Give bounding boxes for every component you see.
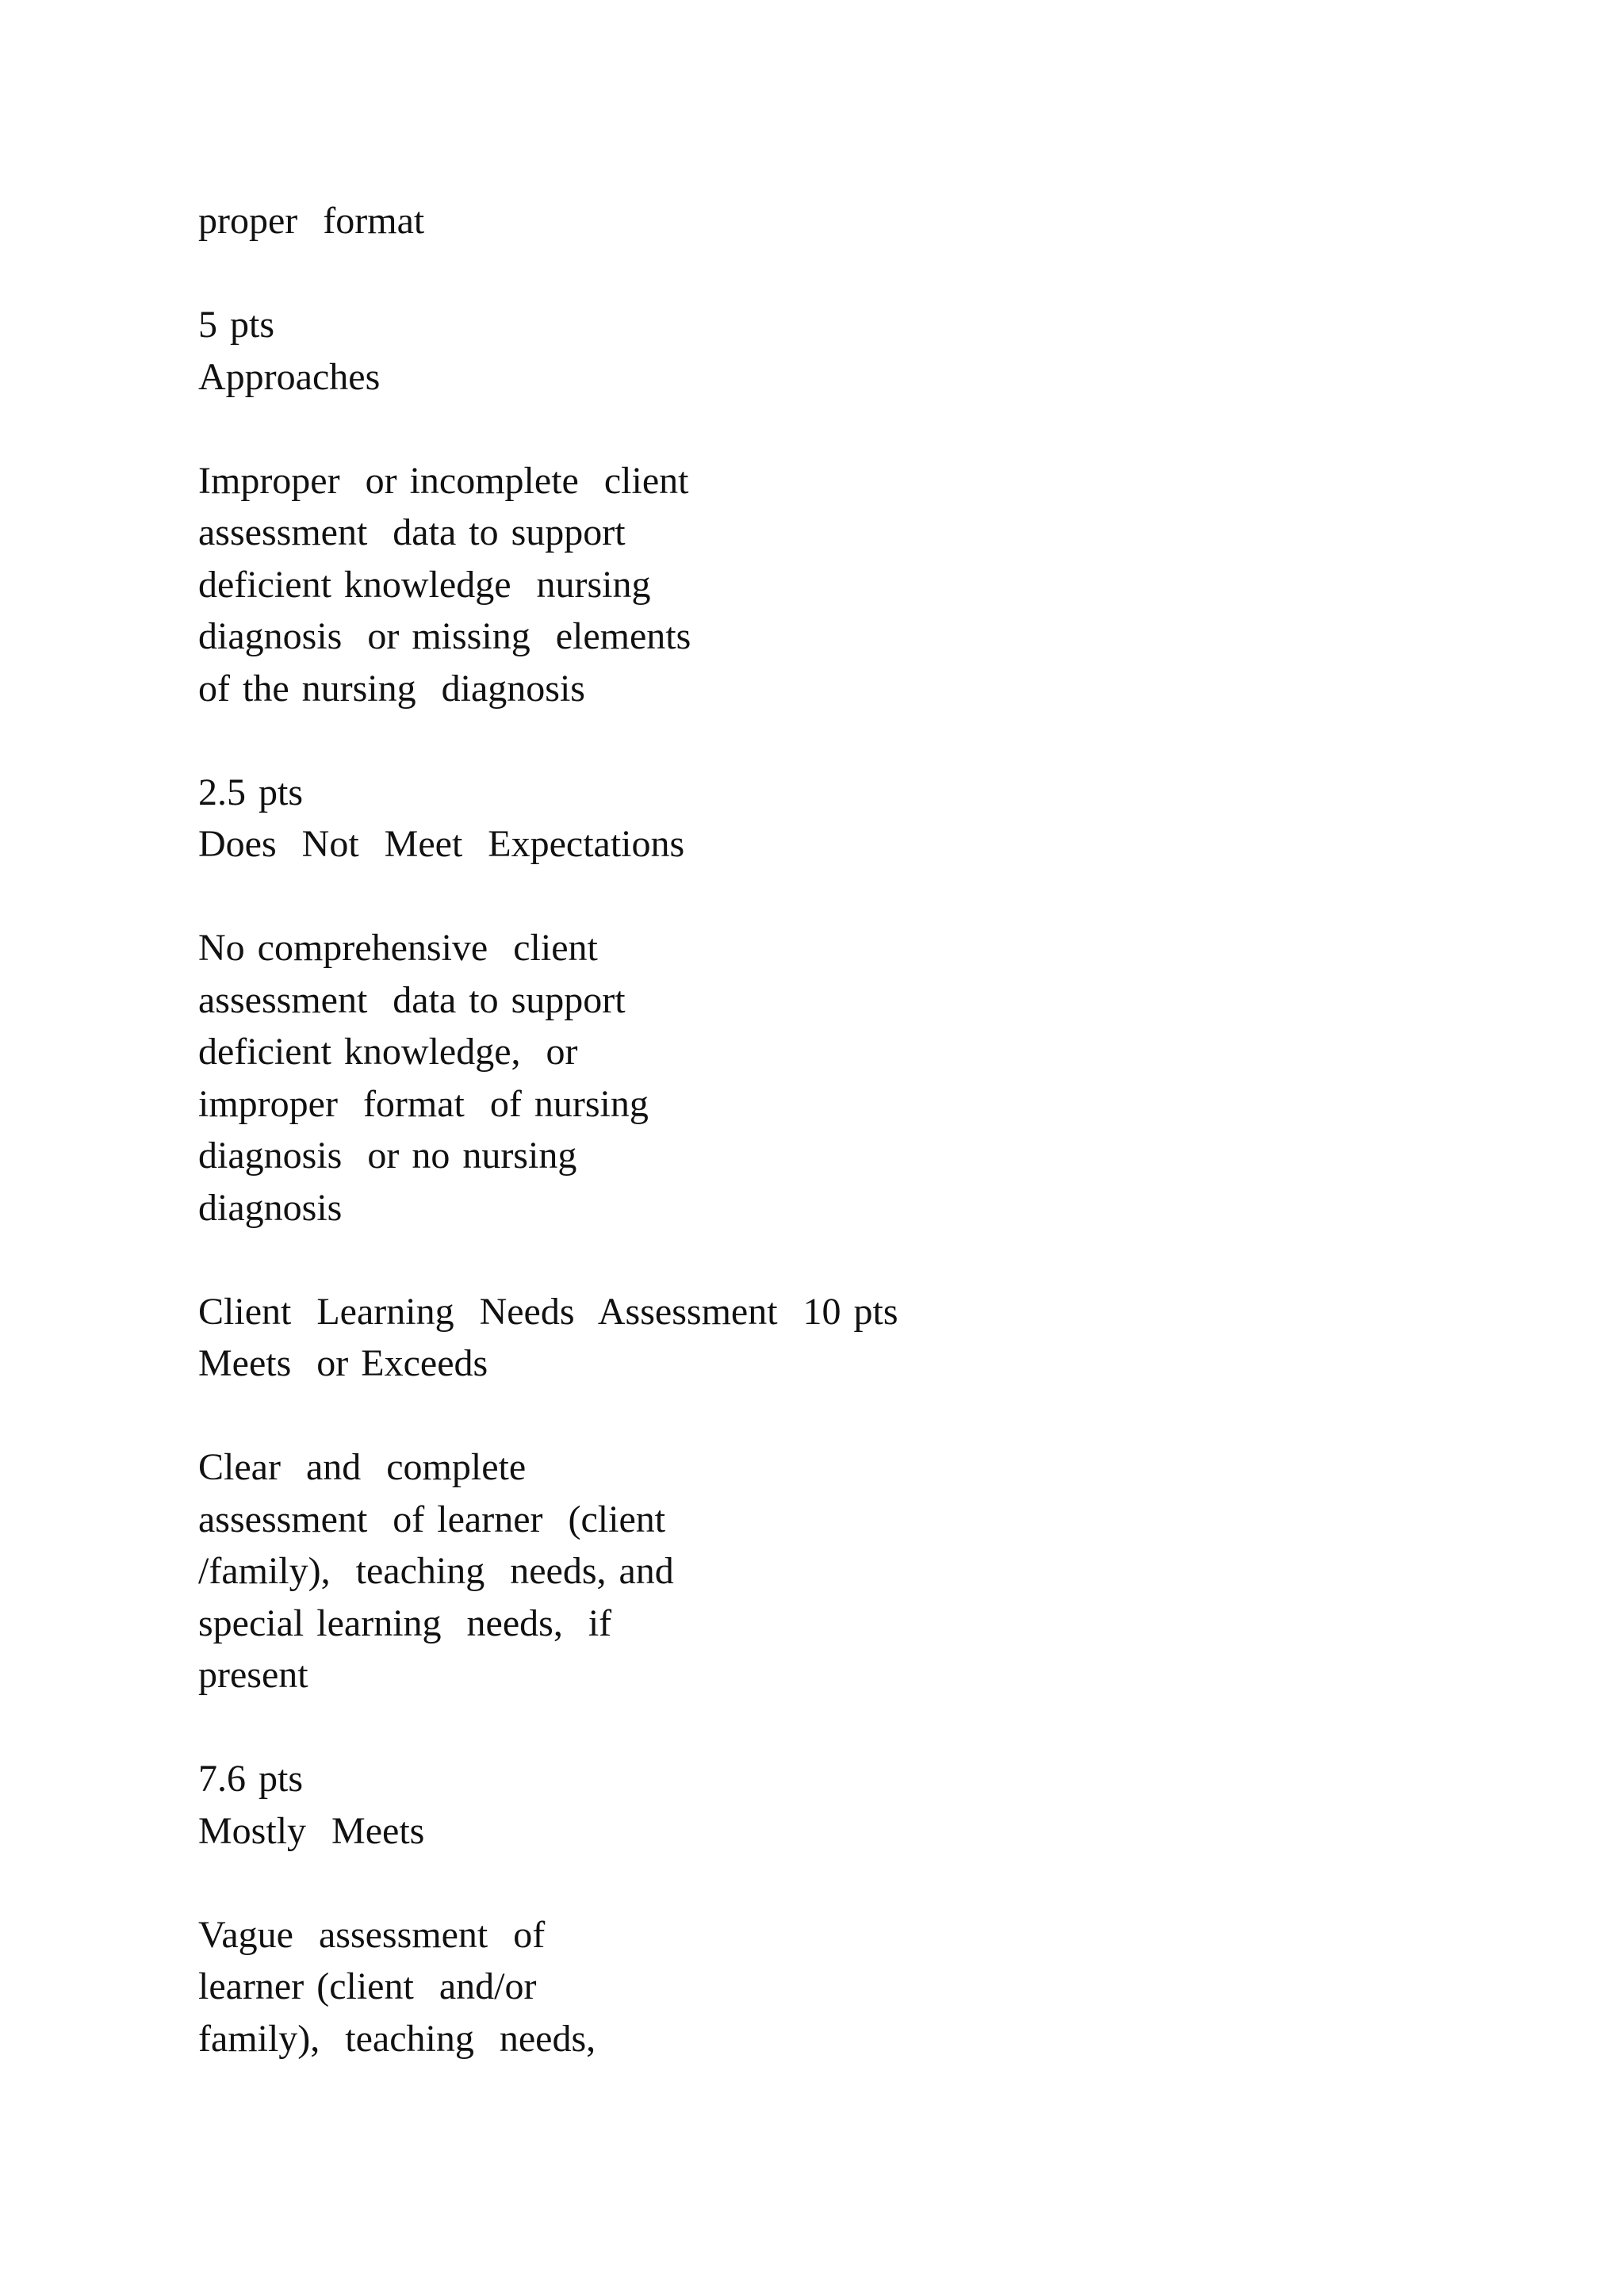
- text-line: 7.6 pts: [198, 1758, 304, 1800]
- text-line: Approaches: [198, 355, 381, 398]
- text-line: [198, 1234, 898, 1286]
- document-text: [198, 195, 898, 2064]
- text-line: assessment data to support: [198, 511, 626, 553]
- text-line: Vague assessment of: [198, 1913, 546, 1956]
- text-line: No comprehensive client: [198, 927, 598, 969]
- text-line: Improper or incomplete client: [198, 459, 689, 502]
- text-line: [198, 403, 898, 455]
- text-line: learner (client and/or: [198, 1965, 537, 2007]
- text-line: 5 pts: [198, 304, 275, 346]
- text-line: Client Learning Needs Assessment 10 pts: [198, 1290, 898, 1333]
- text-line: assessment data to support: [198, 978, 626, 1021]
- text-line: /family), teaching needs, and: [198, 1550, 674, 1592]
- text-line: [198, 1390, 898, 1442]
- text-line: [198, 714, 898, 767]
- text-line: Does Not Meet Expectations: [198, 823, 685, 865]
- text-line: deficient knowledge, or: [198, 1031, 578, 1073]
- text-line: assessment of learner (client: [198, 1498, 666, 1540]
- text-line: [198, 871, 898, 923]
- text-line: diagnosis or no nursing: [198, 1135, 577, 1177]
- text-line: [198, 247, 898, 300]
- text-line: of the nursing diagnosis: [198, 667, 585, 710]
- text-line: Clear and complete: [198, 1446, 527, 1488]
- text-line: Meets or Exceeds: [198, 1342, 488, 1384]
- text-line: 2.5 pts: [198, 771, 304, 813]
- text-line: [198, 1701, 898, 1754]
- text-line: present: [198, 1654, 308, 1696]
- text-line: [198, 1857, 898, 1909]
- text-line: improper format of nursing: [198, 1082, 649, 1125]
- text-line: family), teaching needs,: [198, 2017, 596, 2060]
- text-line: Mostly Meets: [198, 1809, 425, 1852]
- text-line: diagnosis or missing elements: [198, 615, 691, 657]
- text-line: proper format: [198, 200, 425, 242]
- text-line: diagnosis: [198, 1186, 343, 1229]
- text-line: deficient knowledge nursing: [198, 563, 651, 606]
- text-line: special learning needs, if: [198, 1601, 612, 1644]
